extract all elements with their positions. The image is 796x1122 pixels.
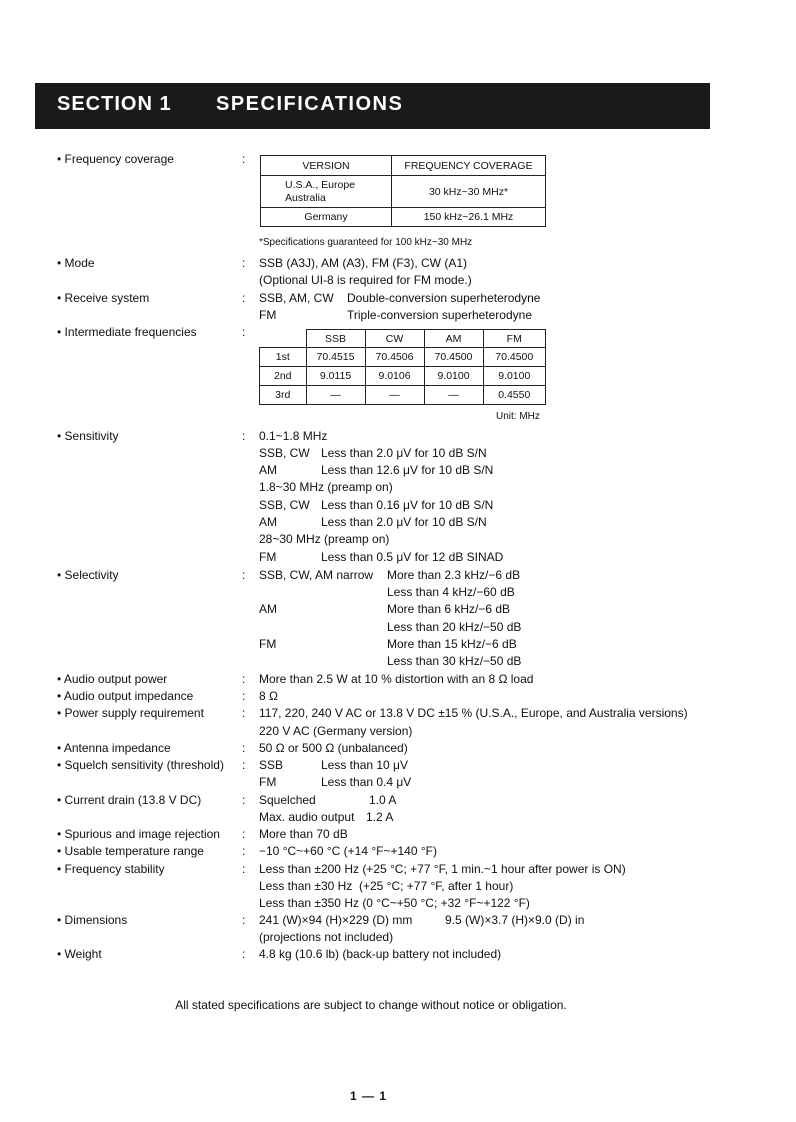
stability-value: Less than ±350 Hz (0 °C~+50 °C; +32 °F~+122 °F) — [259, 896, 530, 910]
power-supply-label: • Power supply requirement — [57, 706, 204, 720]
table-cell: 9.0100 — [424, 367, 483, 386]
colon: : — [242, 429, 246, 443]
current-drain-value: 1.0 A — [369, 793, 397, 807]
table-header: FREQUENCY COVERAGE — [392, 156, 546, 176]
mode-label: • Mode — [57, 256, 95, 270]
sensitivity-mode: SSB, CW — [259, 446, 310, 460]
if-label: • Intermediate frequencies — [57, 325, 197, 339]
selectivity-value: More than 15 kHz/−6 dB — [387, 637, 517, 651]
audio-power-label: • Audio output power — [57, 672, 168, 686]
table-cell: 9.0115 — [306, 367, 365, 386]
table-cell: 3rd — [260, 386, 307, 405]
table-cell: 70.4506 — [365, 348, 424, 367]
sensitivity-value: Less than 2.0 μV for 10 dB S/N — [321, 446, 487, 460]
table-cell: 1st — [260, 348, 307, 367]
colon: : — [242, 256, 246, 270]
table-cell: — — [424, 386, 483, 405]
section-title: SPECIFICATIONS — [216, 93, 404, 115]
temperature-value: −10 °C~+60 °C (+14 °F~+140 °F) — [259, 844, 437, 858]
table-cell: 9.0100 — [483, 367, 546, 386]
colon: : — [242, 325, 246, 339]
table-cell: 30 kHz~30 MHz* — [392, 176, 546, 208]
selectivity-value: More than 6 kHz/−6 dB — [387, 602, 511, 616]
receive-value: Triple-conversion superheterodyne — [347, 308, 532, 322]
selectivity-mode: SSB, CW, AM narrow — [259, 568, 374, 582]
table-cell: — — [365, 386, 424, 405]
sensitivity-value: Less than 2.0 μV for 10 dB S/N — [321, 515, 487, 529]
freq-coverage-table — [260, 155, 546, 227]
colon: : — [242, 568, 246, 582]
current-drain-mode: Max. audio output — [259, 810, 355, 824]
squelch-mode: FM — [259, 775, 277, 789]
audio-impedance-value: 8 Ω — [259, 689, 278, 703]
selectivity-label: • Selectivity — [57, 568, 119, 582]
selectivity-value: Less than 4 kHz/−60 dB — [387, 585, 515, 599]
colon: : — [242, 291, 246, 305]
squelch-value: Less than 10 μV — [321, 758, 408, 772]
antenna-impedance-label: • Antenna impedance — [57, 741, 171, 755]
colon: : — [242, 758, 246, 772]
sensitivity-band: 28~30 MHz (preamp on) — [259, 532, 390, 546]
stability-value: Less than ±200 Hz (+25 °C; +77 °F, 1 min.~1 hour after power is ON) — [259, 862, 626, 876]
footer-note: All stated specifications are subject to change without notice or obligation. — [175, 998, 567, 1012]
audio-impedance-label: • Audio output impedance — [57, 689, 194, 703]
colon: : — [242, 913, 246, 927]
temperature-label: • Usable temperature range — [57, 844, 204, 858]
table-header: AM — [424, 330, 483, 348]
table-cell: 70.4500 — [483, 348, 546, 367]
colon: : — [242, 706, 246, 720]
squelch-mode: SSB — [259, 758, 284, 772]
page-number: 1 — 1 — [350, 1089, 388, 1103]
table-cell: 70.4500 — [424, 348, 483, 367]
dimensions-label: • Dimensions — [57, 913, 128, 927]
table-cell: Germany — [261, 208, 392, 227]
sensitivity-band: 1.8~30 MHz (preamp on) — [259, 480, 393, 494]
table-cell: 9.0106 — [365, 367, 424, 386]
if-table — [259, 329, 546, 405]
dimensions-metric: 241 (W)×94 (H)×229 (D) mm — [259, 913, 413, 927]
sensitivity-label: • Sensitivity — [57, 429, 119, 443]
freq-coverage-note: *Specifications guaranteed for 100 kHz~30 MHz — [259, 237, 473, 248]
table-header: CW — [365, 330, 424, 348]
sensitivity-mode: AM — [259, 463, 277, 477]
sensitivity-mode: FM — [259, 550, 277, 564]
current-drain-mode: Squelched — [259, 793, 316, 807]
selectivity-mode: AM — [259, 602, 277, 616]
sensitivity-value: Less than 0.16 μV for 10 dB S/N — [321, 498, 494, 512]
colon: : — [242, 741, 246, 755]
table-cell: 0.4550 — [483, 386, 546, 405]
spurious-label: • Spurious and image rejection — [57, 827, 220, 841]
receive-value: Double-conversion superheterodyne — [347, 291, 541, 305]
receive-mode: SSB, AM, CW — [259, 291, 334, 305]
power-supply-value: 117, 220, 240 V AC or 13.8 V DC ±15 % (U.S.A., Europe, and Australia versions) — [259, 706, 688, 720]
colon: : — [242, 672, 246, 686]
table-cell: U.S.A., Europe Australia — [261, 176, 392, 208]
selectivity-mode: FM — [259, 637, 277, 651]
table-header: VERSION — [261, 156, 392, 176]
colon: : — [242, 793, 246, 807]
antenna-impedance-value: 50 Ω or 500 Ω (unbalanced) — [259, 741, 408, 755]
section-header — [35, 83, 710, 129]
table-cell: 150 kHz~26.1 MHz — [392, 208, 546, 227]
selectivity-value: Less than 30 kHz/−50 dB — [387, 654, 522, 668]
stability-value: Less than ±30 Hz (+25 °C; +77 °F, after 1 hour) — [259, 879, 514, 893]
colon: : — [242, 152, 246, 166]
mode-note: (Optional UI-8 is required for FM mode.) — [259, 273, 472, 287]
sensitivity-mode: AM — [259, 515, 277, 529]
colon: : — [242, 844, 246, 858]
table-header: FM — [483, 330, 546, 348]
selectivity-value: More than 2.3 kHz/−6 dB — [387, 568, 521, 582]
receive-system-label: • Receive system — [57, 291, 150, 305]
weight-value: 4.8 kg (10.6 lb) (back-up battery not included) — [259, 947, 502, 961]
section-number: SECTION 1 — [57, 93, 172, 115]
spurious-value: More than 70 dB — [259, 827, 348, 841]
colon: : — [242, 947, 246, 961]
audio-power-value: More than 2.5 W at 10 % distortion with an 8 Ω load — [259, 672, 534, 686]
colon: : — [242, 827, 246, 841]
dimensions-note: (projections not included) — [259, 930, 394, 944]
freq-coverage-label: • Frequency coverage — [57, 152, 174, 166]
sensitivity-value: Less than 12.6 μV for 10 dB S/N — [321, 463, 494, 477]
table-cell: — — [306, 386, 365, 405]
sensitivity-band: 0.1~1.8 MHz — [259, 429, 328, 443]
receive-mode: FM — [259, 308, 277, 322]
colon: : — [242, 689, 246, 703]
table-cell: 70.4515 — [306, 348, 365, 367]
table-header: SSB — [306, 330, 365, 348]
power-supply-value: 220 V AC (Germany version) — [259, 724, 413, 738]
current-drain-value: 1.2 A — [366, 810, 394, 824]
current-drain-label: • Current drain (13.8 V DC) — [57, 793, 202, 807]
selectivity-value: Less than 20 kHz/−50 dB — [387, 620, 522, 634]
weight-label: • Weight — [57, 947, 102, 961]
dimensions-imperial: 9.5 (W)×3.7 (H)×9.0 (D) in — [445, 913, 585, 927]
mode-value: SSB (A3J), AM (A3), FM (F3), CW (A1) — [259, 256, 468, 270]
squelch-label: • Squelch sensitivity (threshold) — [57, 758, 224, 772]
squelch-value: Less than 0.4 μV — [321, 775, 412, 789]
sensitivity-value: Less than 0.5 μV for 12 dB SINAD — [321, 550, 504, 564]
stability-label: • Frequency stability — [57, 862, 165, 876]
sensitivity-mode: SSB, CW — [259, 498, 310, 512]
colon: : — [242, 862, 246, 876]
if-unit: Unit: MHz — [496, 411, 540, 422]
table-header — [260, 330, 307, 348]
table-cell: 2nd — [260, 367, 307, 386]
